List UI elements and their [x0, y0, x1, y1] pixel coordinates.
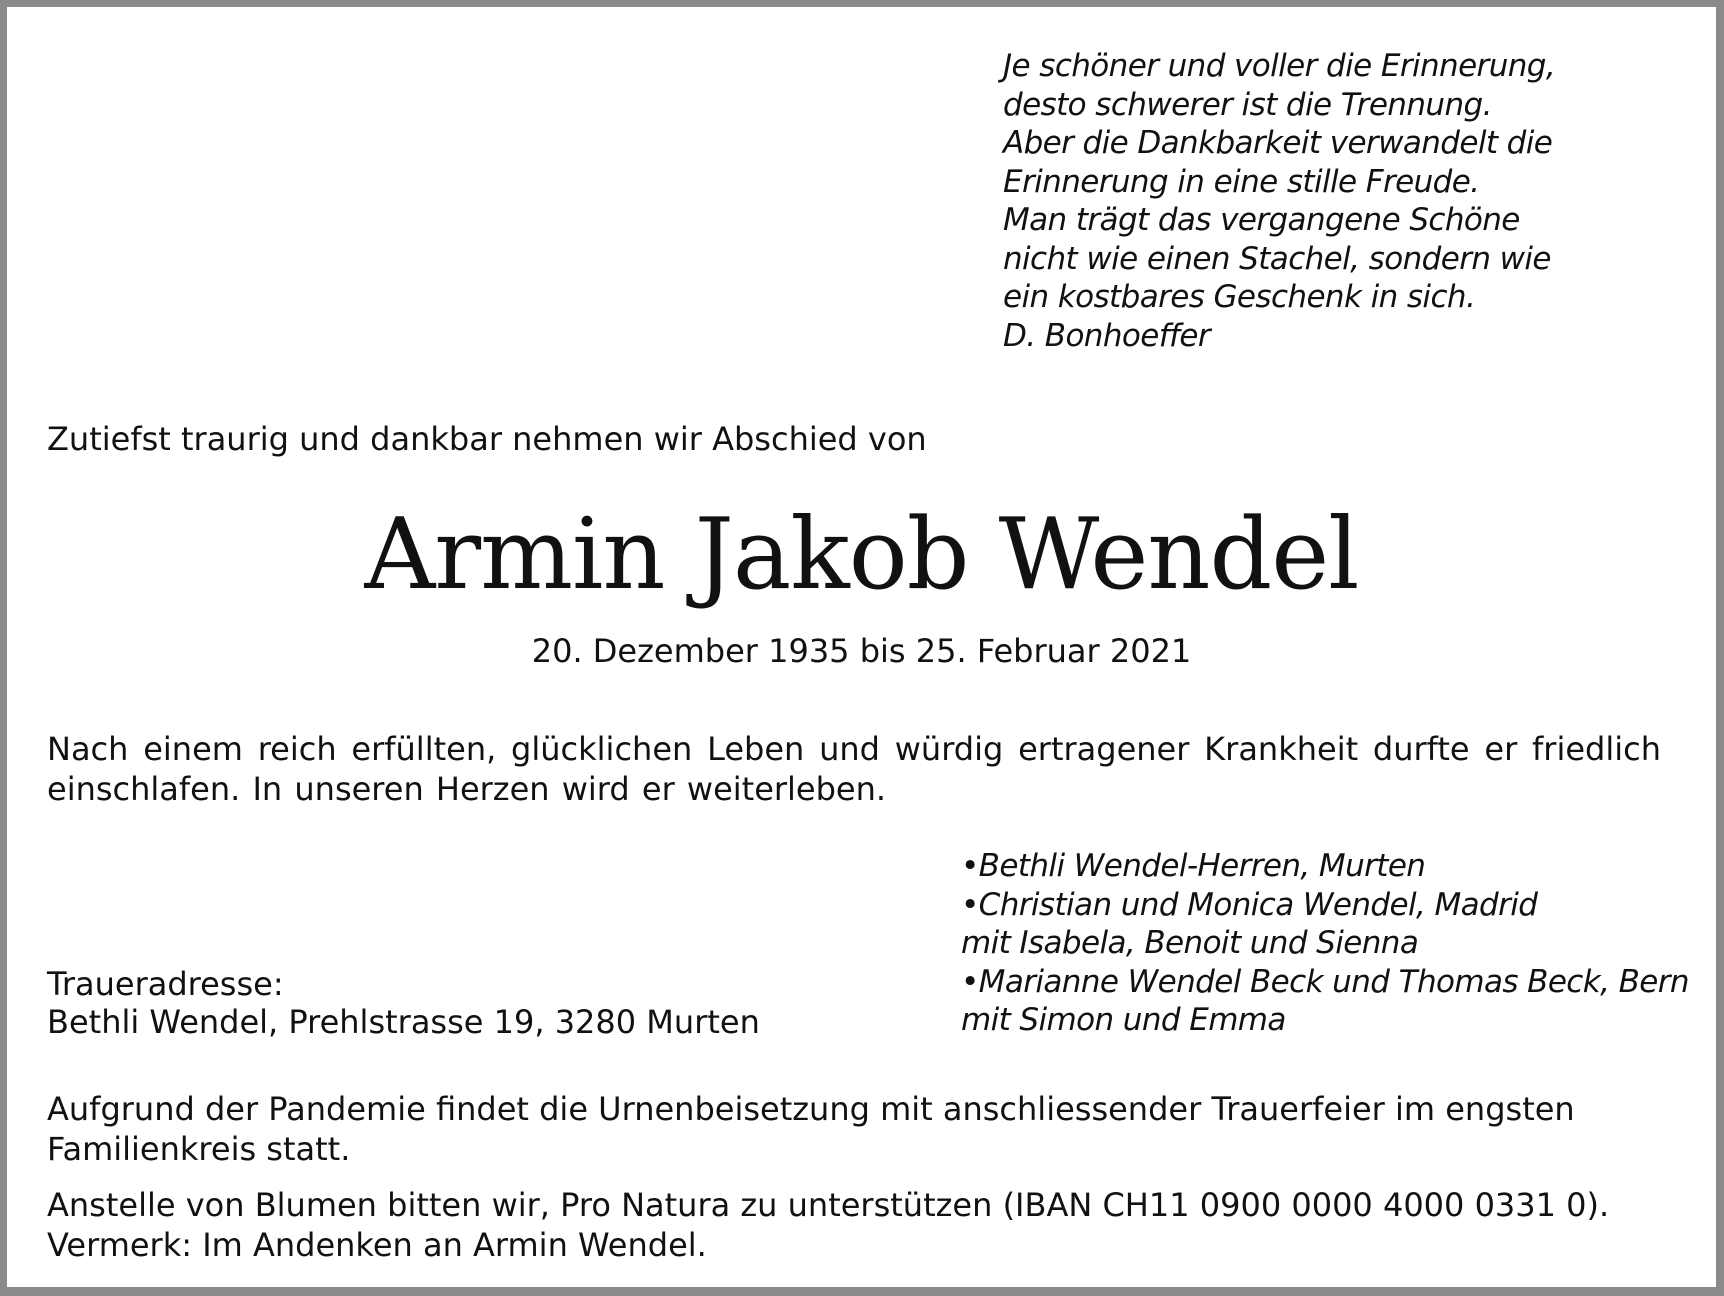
quote-line: Je schöner und voller die Erinnerung, — [1003, 48, 1556, 84]
ceremony-paragraph — [47, 1089, 1661, 1169]
life-paragraph: Nach einem reich erfüllten, glücklichen Leben und würdig ertragener Krankheit durfte er friedlich einschlafen. In unseren Herzen wird er weiterleben. — [47, 730, 1661, 808]
family-member-children: mit Isabela, Benoit und Sienna — [961, 925, 1419, 961]
family-member: •Christian und Monica Wendel, Madrid — [961, 886, 1538, 923]
family-member: •Bethli Wendel-Herren, Murten — [961, 848, 1426, 884]
quote-line: desto schwerer ist die Trennung. — [1003, 86, 1492, 123]
ceremony-line: Aufgrund der Pandemie findet die Urnenbeisetzung mit anschliessender Trauerfeier im engsten — [47, 1090, 1575, 1128]
donation-note: Vermerk: Im Andenken an Armin Wendel. — [47, 1226, 707, 1264]
donation-line: Anstelle von Blumen bitten wir, Pro Natura zu unterstützen (IBAN CH11 0900 0000 4000 0331 0). — [47, 1186, 1610, 1224]
bonhoeffer-quote — [1003, 47, 1663, 355]
life-dates: 20. Dezember 1935 bis 25. Februar 2021 — [531, 632, 1192, 670]
address-value: Bethli Wendel, Prehlstrasse 19, 3280 Murten — [47, 1003, 760, 1041]
quote-line: nicht wie einen Stachel, sondern wie — [1003, 240, 1551, 277]
ceremony-line: Familienkreis statt. — [47, 1130, 351, 1168]
obituary-page — [7, 7, 1716, 1287]
address-label: Traueradresse: — [47, 965, 284, 1003]
quote-line: Erinnerung in eine stille Freude. — [1003, 163, 1480, 200]
quote-line: ein kostbares Geschenk in sich. — [1003, 279, 1476, 315]
family-member: •Marianne Wendel Beck und Thomas Beck, Bern — [961, 963, 1689, 1000]
quote-author: D. Bonhoeffer — [1003, 317, 1210, 354]
family-member-children: mit Simon und Emma — [961, 1002, 1286, 1038]
donation-paragraph — [47, 1185, 1661, 1265]
deceased-name: Armin Jakob Wendel — [364, 498, 1359, 612]
intro-text: Zutiefst traurig und dankbar nehmen wir Abschied von — [47, 420, 927, 458]
family-list — [961, 847, 1689, 1040]
quote-line: Aber die Dankbarkeit verwandelt die — [1003, 125, 1553, 161]
quote-line: Man trägt das vergangene Schöne — [1003, 202, 1520, 238]
mourning-address — [47, 965, 760, 1041]
